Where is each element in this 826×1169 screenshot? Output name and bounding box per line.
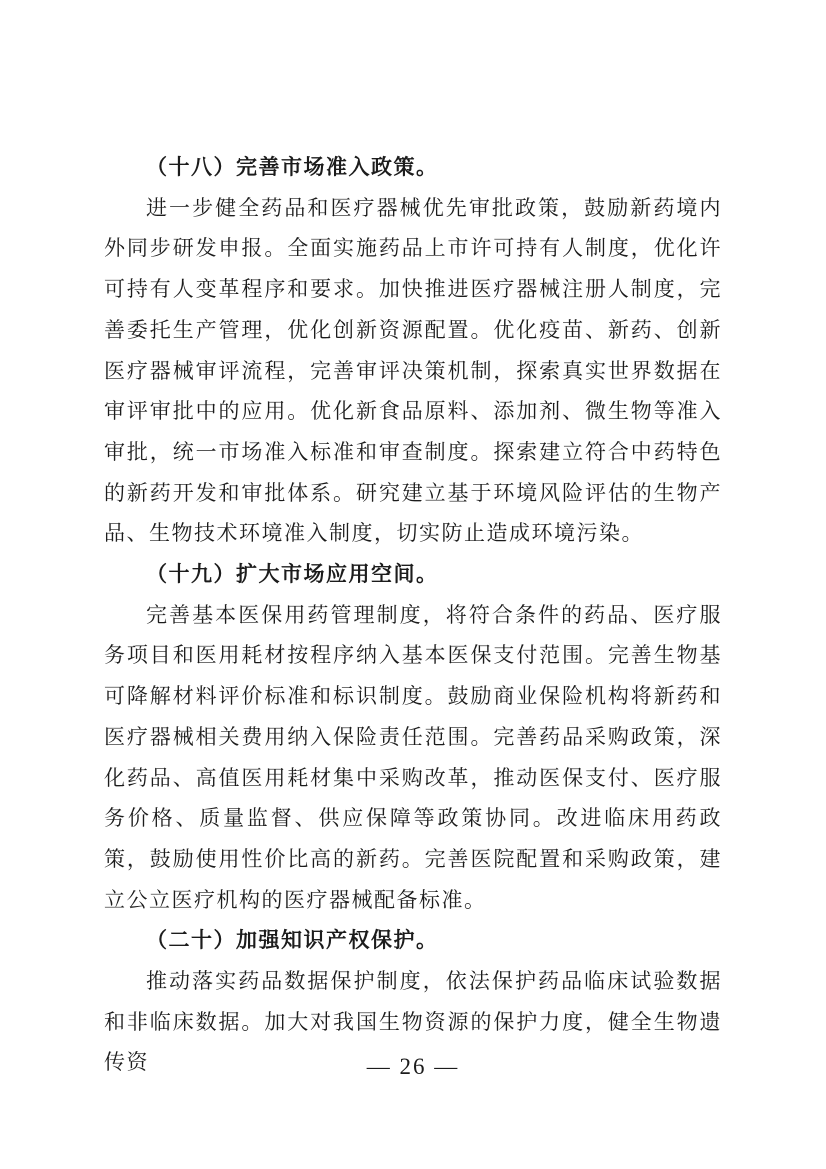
document-section xyxy=(104,554,722,920)
document-body xyxy=(104,147,722,1083)
page-number: — 26 — xyxy=(366,1054,460,1079)
section-heading: （十八）完善市场准入政策。 xyxy=(146,155,439,179)
section-heading: （十九）扩大市场应用空间。 xyxy=(146,562,439,587)
section-paragraph: 完善基本医保用药管理制度，将符合条件的药品、医疗服务项目和医用耗材按程序纳入基本医保支付范围。完善生物基可降解材料评价标准和标识制度。鼓励商业保险机构将新药和医疗器械相关费用纳入保险责任范围。完善药品采购政策，深化药品、高值医用耗材集中采购改革，推动医保支付、医疗服务价格、质量监督、供应保障等政策协同。改进临床用药政策，鼓励使用性价比高的新药。完善医院配置和采购政策，建立公立医疗机构的医疗器械配备标准。 xyxy=(104,602,722,912)
document-section xyxy=(104,147,722,554)
section-heading: （二十）加强知识产权保护。 xyxy=(146,928,439,953)
page-footer xyxy=(0,1054,826,1080)
section-paragraph: 进一步健全药品和医疗器械优先审批政策，鼓励新药境内外同步研发申报。全面实施药品上市许可持有人制度，优化许可持有人变革程序和要求。加快推进医疗器械注册人制度，完善委托生产管理，优化创新资源配置。优化疫苗、新药、创新医疗器械审评流程，完善审评决策机制，探索真实世界数据在审评审批中的应用。优化新食品原料、添加剂、微生物等准入审批，统一市场准入标准和审查制度。探索建立符合中药特色的新药开发和审批体系。研究建立基于环境风险评估的生物产品、生物技术环境准入制度，切实防止造成环境污染。 xyxy=(104,195,722,546)
section-paragraph: 推动落实药品数据保护制度，依法保护药品临床试验数据和非临床数据。加大对我国生物资源的保护力度，健全生物遗传资 xyxy=(104,969,722,1075)
